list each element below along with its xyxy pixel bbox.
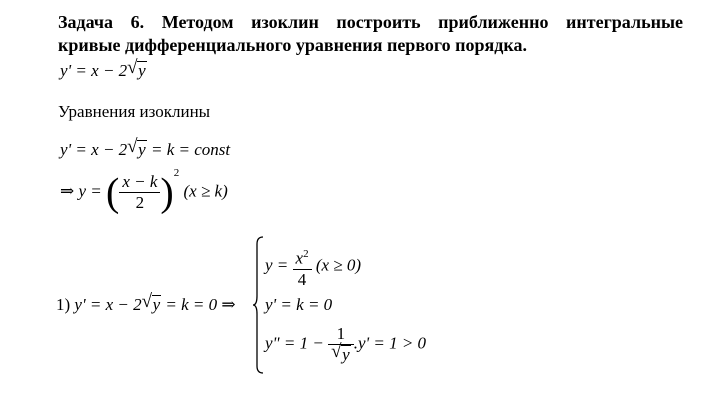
main-equation [60, 57, 147, 82]
isocline-label: Уравнения изоклины [58, 102, 211, 121]
task-heading-line2: кривые дифференциального уравнения первого порядка. [58, 35, 527, 55]
fraction-x-minus-k: $\frac{x - k}{2}$ [119, 172, 160, 213]
system-brace [252, 236, 264, 374]
isocline-equation: y' = x − 2 √ y = k = const [60, 136, 231, 159]
fraction-1-over-sqrt-y: 1 √ y [328, 324, 354, 365]
sqrt-y: √ y [331, 341, 350, 364]
isocline-solution: ⇒ y = ( $\frac{x - k}{2}$ )$^2$ (x ≥ k) [60, 166, 228, 215]
sqrt-y: √ y [127, 136, 146, 159]
system-row-3: y" = 1 − 1 √ y .y' = 1 > 0 [265, 324, 427, 364]
fraction-x2-over-4: $\frac{x^2}{4}$ [293, 244, 312, 290]
system-row-2: y' = k = 0 [265, 295, 333, 314]
task-heading-line1: Задача 6. Методом изоклин построить приближенно интегральные [58, 12, 683, 32]
case-number: 1) [56, 295, 71, 314]
case1-equation: 1) y' = x − 2 √ y = k = 0 ⇒ [56, 291, 236, 314]
system-row-1: y = $\frac{x^2}{4}$ (x ≥ 0) [265, 244, 361, 290]
main-equation-lhs: y' = x − 2 [60, 61, 128, 80]
sqrt-y: √ y [141, 291, 161, 314]
sqrt-y: √ y [127, 57, 146, 80]
